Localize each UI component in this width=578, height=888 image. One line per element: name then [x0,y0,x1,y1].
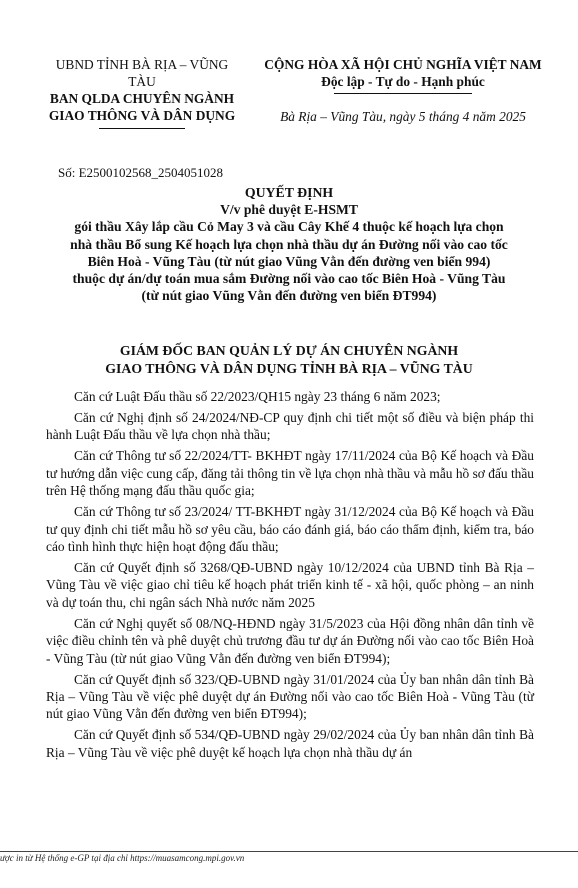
legal-basis-paragraph: Căn cứ Luật Đấu thầu số 22/2023/QH15 ngày 23 tháng 6 năm 2023; [74,389,441,404]
document-body [46,388,534,765]
national-motto: Độc lập - Tự do - Hạnh phúc [321,74,485,89]
authority-line: GIAO THÔNG VÀ DÂN DỤNG TỈNH BÀ RỊA – VŨNG TÀU [105,361,473,376]
decision-title [30,184,548,304]
issuing-authority [30,342,548,378]
legal-basis-paragraph: Căn cứ Thông tư số 23/2024/ TT-BKHĐT ngày 31/12/2024 của Bộ Kế hoạch và Đầu tư quy định chi tiết mẫu hồ sơ yêu cầu, báo cáo đánh giá, báo cáo thẩm định, kiểm tra, báo cáo tình hình thực hiện hoạt động đấu thầu; [46,504,534,555]
legal-basis-paragraph: Căn cứ Thông tư số 22/2024/TT- BKHĐT ngày 17/11/2024 của Bộ Kế hoạch và Đầu tư hướng dẫn việc cung cấp, đăng tải thông tin về lựa chọn nhà thầu và mẫu hồ sơ đấu thầu trên Hệ thống mạng đấu thầu quốc gia; [46,448,534,499]
decision-heading: QUYẾT ĐỊNH [244,185,334,200]
footer-divider [0,851,578,852]
authority-line: GIÁM ĐỐC BAN QUẢN LÝ DỰ ÁN CHUYÊN NGÀNH [119,343,459,358]
header-right [244,56,562,125]
national-title: CỘNG HÒA XÃ HỘI CHỦ NGHĨA VIỆT NAM [264,57,542,72]
legal-basis-paragraph: Căn cứ Nghị quyết số 08/NQ-HĐND ngày 31/5/2023 của Hội đồng nhân dân tỉnh về việc điều chỉnh tên và phê duyệt chủ trương đầu tư dự án Đường nối vào cao tốc Biên Hoà - Vũng Tàu (từ nút giao Vũng Vằn đến đường ven biển ĐT994); [46,615,534,666]
document-number: Số: E2500102568_2504051028 [58,165,224,180]
issuing-agency: UBND TỈNH BÀ RỊA – VŨNG TÀU [55,57,229,89]
legal-basis-paragraph: Căn cứ Quyết định số 3268/QĐ-UBND ngày 10/12/2024 của UBND tỉnh Bà Rịa – Vũng Tàu về việc giao chỉ tiêu kế hoạch phát triển kinh tế - xã hội, quốc phòng – an ninh và dự toán thu, chi ngân sách Nhà nước năm 2025 [46,560,534,610]
header-left [44,56,240,129]
decision-description-line: gói thầu Xây lắp cầu Cỏ May 3 và cầu Cây Khế 4 thuộc kế hoạch lựa chọn [74,219,504,235]
legal-basis-paragraph: Căn cứ Nghị định số 24/2024/NĐ-CP quy định chi tiết một số điều và biện pháp thi hành Luật Đấu thầu về lựa chọn nhà thầu; [46,410,534,443]
document-date: Bà Rịa – Vũng Tàu, ngày 5 tháng 4 năm 2025 [280,109,526,124]
decision-description-line: (từ nút giao Vũng Vằn đến đường ven biển ĐT994) [141,288,437,304]
legal-basis-paragraph: Căn cứ Quyết định số 323/QĐ-UBND ngày 31/01/2024 của Ủy ban nhân dân tỉnh Bà Rịa – Vũng Tàu về việc phê duyệt dự án Đường nối vào cao tốc Biên Hoà - Vũng Tàu (từ nút giao Vũng Vằn đến đường ven biển ĐT994); [46,671,534,722]
decision-subject: V/v phê duyệt E-HSMT [220,202,358,218]
header-left-divider [99,128,185,129]
decision-description-line: Biên Hoà - Vũng Tàu (từ nút giao Vũng Vằn đến đường ven biển 994) [87,253,491,269]
issuing-department: BAN QLDA CHUYÊN NGÀNH GIAO THÔNG VÀ DÂN DỤNG [48,91,236,123]
decision-description-line: thuộc dự án/dự toán mua sắm Đường nối vào cao tốc Biên Hoà - Vũng Tàu [72,271,506,287]
legal-basis-paragraph: Căn cứ Quyết định số 534/QĐ-UBND ngày 29/02/2024 của Ủy ban nhân dân tỉnh Bà Rịa – Vũng Tàu về việc phê duyệt kế hoạch lựa chọn nhà thầu dự án [46,727,534,760]
decision-description-line: nhà thầu Bổ sung Kế hoạch lựa chọn nhà thầu dự án Đường nối vào cao tốc [70,236,508,252]
header-right-divider [334,93,472,94]
footer-source-note: ược in từ Hệ thống e-GP tại địa chỉ https://muasamcong.mpi.gov.vn [0,853,245,863]
